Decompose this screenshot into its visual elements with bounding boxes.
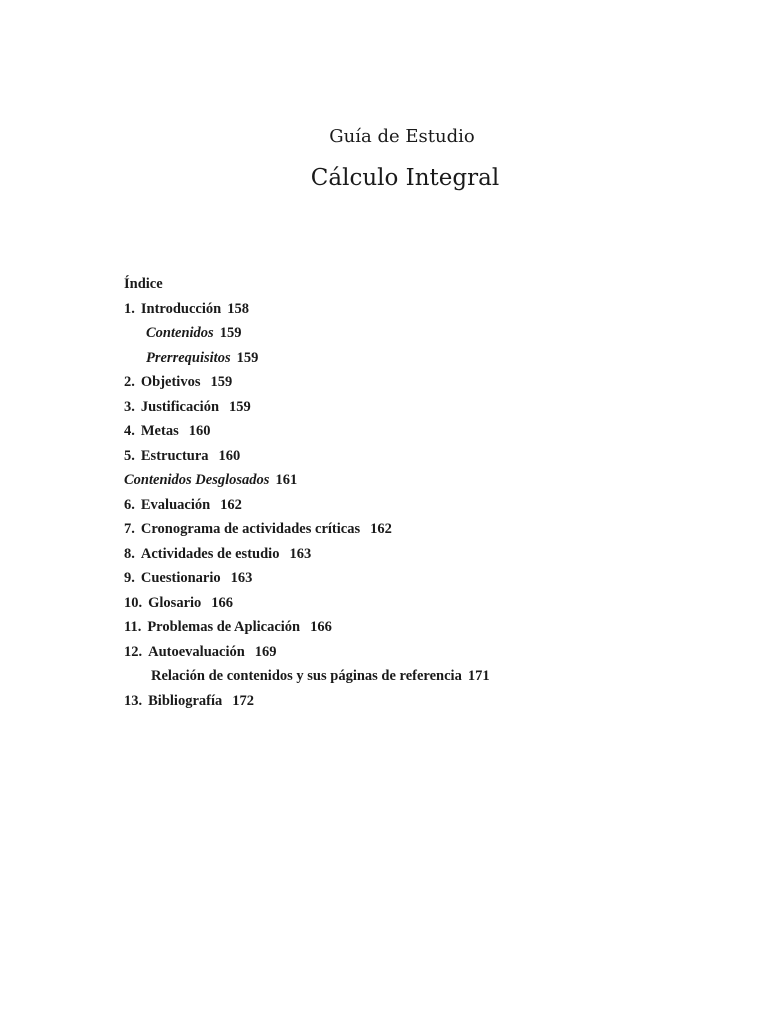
toc-entry-label: Autoevaluación	[148, 643, 245, 660]
toc-entry	[124, 517, 744, 542]
toc-entry	[124, 591, 744, 616]
toc-entry	[124, 370, 744, 395]
toc-entry	[124, 689, 744, 714]
toc-entry	[124, 542, 744, 567]
toc-entry-number: 13.	[124, 692, 143, 709]
toc-entry-label: Metas	[140, 423, 179, 439]
toc-entry	[124, 419, 744, 444]
toc-entry-label: Cronograma de actividades críticas	[140, 521, 361, 537]
toc-entry-label: Bibliografía	[148, 692, 223, 709]
toc-entry-number: 11.	[124, 619, 142, 635]
toc-entry-page: 166	[211, 594, 234, 611]
toc-heading: Índice	[124, 276, 163, 292]
toc-entry-page: 159	[229, 398, 251, 415]
toc-entry-page: 171	[467, 668, 490, 684]
toc-entry-number: 4.	[124, 423, 135, 439]
toc-entry-number: 8.	[124, 545, 135, 562]
toc-entry-number: 1.	[124, 300, 135, 317]
toc-entry	[124, 444, 744, 469]
toc-entry	[124, 297, 744, 322]
toc-entry-page: 172	[232, 692, 254, 709]
toc-entry-label: Problemas de Aplicación	[147, 619, 301, 635]
toc-entry-label: Actividades de estudio	[140, 545, 280, 562]
toc-entry-page: 158	[227, 300, 249, 317]
toc-entry-number: 7.	[124, 521, 135, 537]
toc-entry-page: 159	[236, 349, 259, 366]
toc-entry-page: 160	[188, 423, 211, 439]
document-subtitle: Guía de Estudio	[329, 126, 475, 147]
toc-entry-page: 161	[275, 472, 298, 488]
toc-entry	[124, 468, 744, 493]
toc-entry	[124, 493, 744, 518]
toc-entry-page: 166	[310, 619, 332, 635]
toc-entry-label: Evaluación	[140, 496, 211, 513]
toc-entry	[124, 395, 744, 420]
document-title: Cálculo Integral	[310, 165, 500, 191]
toc-entry	[124, 664, 744, 689]
toc-entry-page: 159	[219, 325, 242, 341]
toc-entry-page: 169	[254, 643, 277, 660]
toc-entry	[124, 640, 744, 665]
toc-entry-label: Glosario	[148, 594, 202, 611]
toc-entry-label: Estructura	[140, 447, 209, 464]
toc-entry-number: 3.	[124, 398, 135, 415]
toc-entry-page: 162	[370, 521, 392, 537]
toc-entry-label: Objetivos	[140, 374, 201, 390]
toc-entry-page: 163	[289, 545, 312, 562]
toc-entry-label: Introducción	[140, 300, 222, 317]
toc-entry-number: 2.	[124, 374, 135, 390]
toc-entry-label: Relación de contenidos y sus páginas de referencia	[151, 668, 462, 684]
toc-entry-number: 5.	[124, 447, 135, 464]
toc-entry-label: Contenidos	[146, 325, 214, 341]
toc-entry-label: Cuestionario	[140, 570, 221, 586]
toc-entry-label: Justificación	[140, 398, 220, 415]
toc-entry	[124, 615, 744, 640]
toc-entry	[124, 566, 744, 591]
toc-entries	[124, 297, 744, 714]
toc-entry-page: 160	[218, 447, 241, 464]
toc-entry-number: 10.	[124, 594, 143, 611]
toc-entry	[124, 321, 744, 346]
toc-entry-label: Contenidos Desglosados	[124, 472, 270, 488]
toc-entry-label: Prerrequisitos	[146, 349, 231, 366]
table-of-contents	[124, 272, 744, 713]
toc-entry-number: 9.	[124, 570, 135, 586]
toc-entry-page: 159	[210, 374, 233, 390]
toc-entry-number: 12.	[124, 643, 143, 660]
toc-entry-number: 6.	[124, 496, 135, 513]
toc-entry-page: 162	[220, 496, 242, 513]
toc-entry	[124, 346, 744, 371]
toc-entry-page: 163	[230, 570, 253, 586]
